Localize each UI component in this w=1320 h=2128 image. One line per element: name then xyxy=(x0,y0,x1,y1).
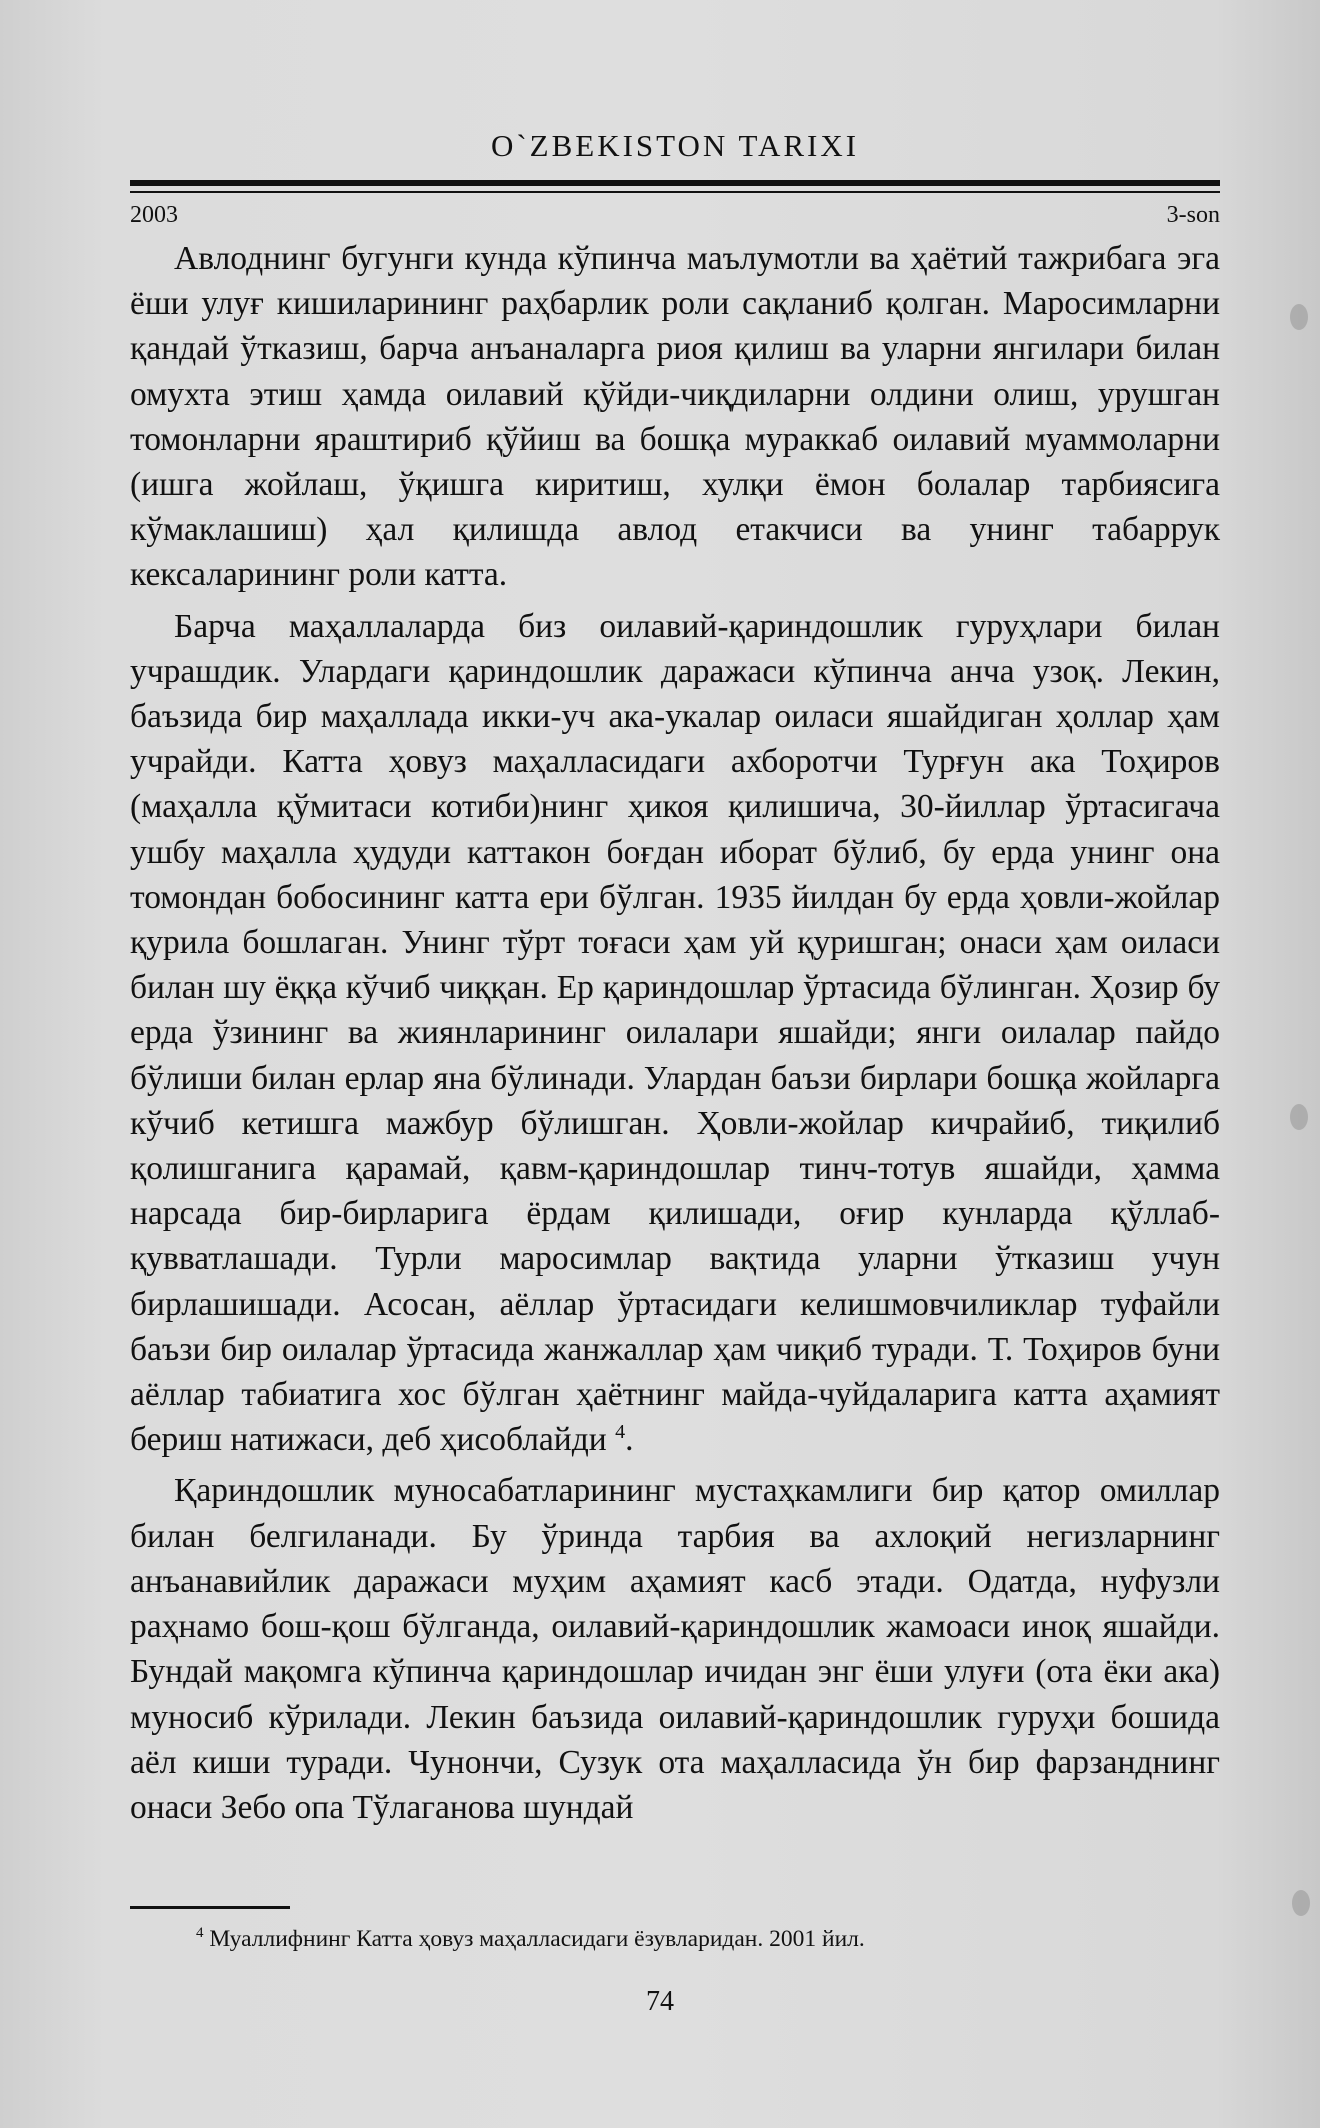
paragraph-3 xyxy=(130,1468,1220,1830)
article-body xyxy=(130,236,1220,1836)
running-title: O`ZBEKISTON TARIXI xyxy=(490,128,860,163)
paragraph-1 xyxy=(130,236,1220,598)
footnote-mark: 4 xyxy=(196,1925,204,1942)
paragraph-2-text: Барча маҳаллаларда биз оилавий-қариндошлик гуруҳлари билан учрашдик. Улардаги қариндошлик даражаси кўпинча анча узоқ. Лекин, баъзида бир маҳаллада икки-уч ака-укалар оиласи яшайдиган ҳоллар ҳам учрайди. Катта ҳовуз маҳалласидаги ахборотчи Турғун ака Тоҳиров (маҳалла қўмитаси котиби)нинг ҳикоя қилишича, 30-йиллар ўртасигача ушбу маҳалла ҳудуди каттакон боғдан иборат бўлиб, бу ерда унинг она томондан бобосининг катта ери бўлган. 1935 йилдан бу ерда ҳовли-жойлар қурила бошлаган. Унинг тўрт тоғаси ҳам уй қуришган; онаси ҳам оиласи билан шу ёққа кўчиб чиққан. Ер қариндошлар ўртасида бўлинган. Ҳозир бу ерда ўзининг ва жиянларининг оилалари яшайди; янги оилалар пайдо бўлиши билан ерлар яна бўлинади. Улардан баъзи бирлари бошқа жойларга кўчиб кетишга мажбур бўлишган. Ҳовли-жойлар кичрайиб, тиқилиб қолишганига қарамай, қавм-қариндошлар тинч-тотув яшайди, ҳамма нарсада бир-бирларига ёрдам қилишади, оғир кунларда қўллаб-қувватлашади. Турли маросимлар вақтида уларни ўтказиш учун бирлашишади. Асосан, аёллар ўртасидаги келишмовчиликлар туфайли баъзи бир оилалар ўртасида жанжаллар ҳам чиқиб туради. Т. Тоҳиров буни аёллар табиатига хос бўлган ҳаётнинг майда-чуйдаларига катта аҳамият бериш натижаси, деб ҳисоблайди xyxy=(130,607,1220,1459)
issue-year: 2003 xyxy=(130,202,178,228)
header-rule-thick xyxy=(130,180,1220,186)
header-rule-thin xyxy=(130,191,1220,193)
page-number: 74 xyxy=(646,1986,674,2017)
footnote-reference[interactable]: 4 xyxy=(615,1421,626,1444)
footnote-text: Муаллифнинг Катта ҳовуз маҳалласидаги ёзувларидан. 2001 йил. xyxy=(209,1926,865,1952)
paragraph-1-text: Авлоднинг бугунги кунда кўпинча маълумотли ва ҳаётий тажрибага эга ёши улуғ кишиларининг раҳбарлик роли сақланиб қолган. Маросимларни қандай ўтказиш, барча анъаналарга риоя қилиш ва уларни янгилари билан омухта этиш ҳамда оилавий қўйди-чиқдиларни олдини олиш, урушган томонларни яраштириб қўйиш ва бошқа мураккаб оилавий муаммоларни (ишга жойлаш, ўқишга киритиш, хулқи ёмон болалар тарбиясига кўмаклашиш) ҳал қилишда авлод етакчиси ва унинг табаррук кексаларининг роли катта. xyxy=(130,240,1220,594)
paragraph-2-tail: . xyxy=(625,1421,634,1459)
footnote-separator xyxy=(130,1906,290,1909)
issue-number: 3-son xyxy=(1166,202,1220,228)
binding-hole-mark xyxy=(1292,1890,1310,1916)
binding-hole-mark xyxy=(1290,1104,1308,1130)
footnote xyxy=(196,1926,865,1953)
paragraph-2 xyxy=(130,604,1220,1463)
paragraph-3-text: Қариндошлик муносабатларининг мустаҳкамлиги бир қатор омиллар билан белгиланади. Бу ўринда тарбия ва ахлоқий негизларнинг анъанавийлик даражаси муҳим аҳамият касб этади. Одатда, нуфузли раҳнамо бош-қош бўлганда, оилавий-қариндошлик жамоаси иноқ яшайди. Бундай мақомга кўпинча қариндошлар ичидан энг ёши улуғи (ота ёки ака) муносиб кўрилади. Лекин баъзида оилавий-қариндошлик гуруҳи бошида аёл киши туради. Чунончи, Сузук ота маҳалласида ўн бир фарзанднинг онаси Зебо опа Тўлаганова шундай xyxy=(130,1472,1220,1826)
binding-hole-mark xyxy=(1290,304,1308,330)
